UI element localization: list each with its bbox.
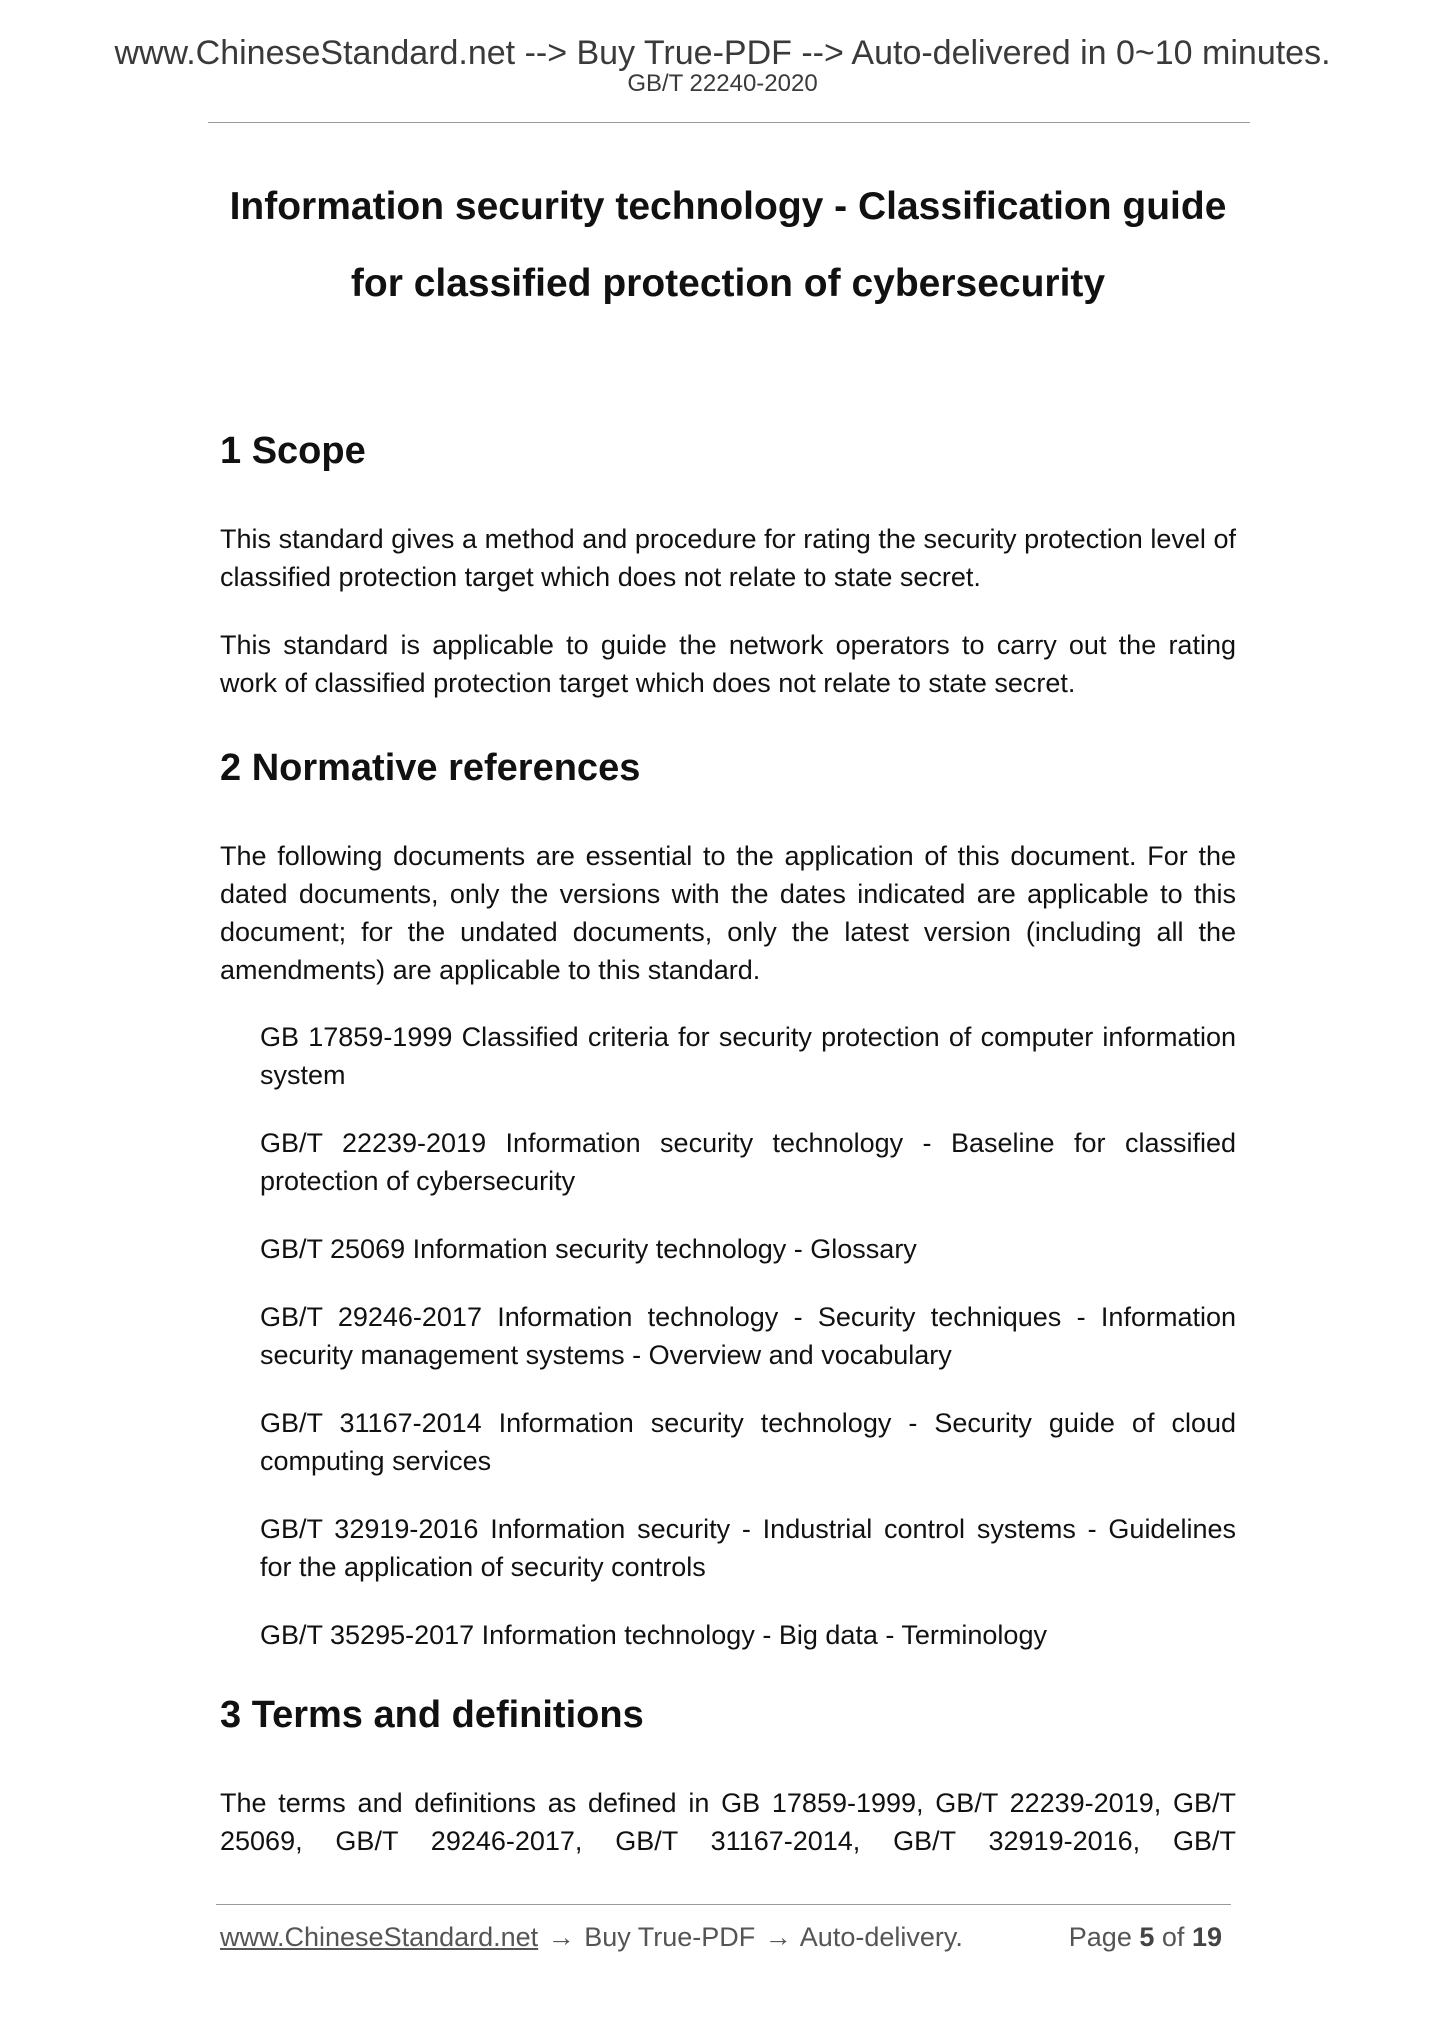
page-indicator (1069, 1918, 1222, 1956)
page-number: 5 (1139, 1922, 1155, 1952)
scope-paragraph-2: This standard is applicable to guide the network operators to carry out the rating work of classified protection target which does not relate to state secret. (220, 630, 1236, 698)
reference-item: GB 17859-1999 Classified criteria for security protection of computer information system (260, 1022, 1236, 1090)
normative-reference-list (260, 1018, 1236, 1684)
footer-divider (216, 1904, 1231, 1905)
arrow-right-icon: → (764, 1922, 792, 1952)
reference-item: GB/T 35295-2017 Information technology - Big data - Terminology (260, 1620, 1047, 1650)
document-code: GB/T 22240-2020 (627, 70, 818, 97)
reference-item: GB/T 31167-2014 Information security technology - Security guide of cloud computing services (260, 1408, 1236, 1476)
document-title (220, 168, 1236, 322)
scope-paragraph-1: This standard gives a method and procedure for rating the security protection level of classified protection target which does not relate to state secret. (220, 524, 1236, 592)
document-title-line-2: for classified protection of cybersecurity (350, 262, 1106, 305)
reference-item: GB/T 22239-2019 Information security technology - Baseline for classified protection of cybersecurity (260, 1128, 1236, 1196)
footer-delivery-text: Auto-delivery. (799, 1922, 963, 1952)
footer-left (220, 1918, 963, 1956)
reference-item: GB/T 32919-2016 Information security - Industrial control systems - Guidelines for the application of security controls (260, 1514, 1236, 1582)
page-label: Page (1068, 1922, 1132, 1952)
normative-intro-paragraph: The following documents are essential to the application of this document. For the dated documents, only the versions with the dates indicated are applicable to this document; for the undated documents, only the latest version (including all the amendments) are applicable to this standard. (220, 841, 1236, 985)
page-total: 19 (1191, 1922, 1222, 1952)
footer-site-link[interactable]: www.ChineseStandard.net (220, 1922, 539, 1952)
footer-buy-text: Buy True-PDF (584, 1922, 756, 1952)
document-title-line-1: Information security technology - Classification guide (229, 185, 1227, 228)
reference-item: GB/T 25069 Information security technology - Glossary (260, 1234, 917, 1264)
page-footer (220, 1918, 1230, 1958)
of-label: of (1161, 1922, 1185, 1952)
arrow-right-icon: → (547, 1922, 575, 1952)
terms-paragraph: The terms and definitions as defined in GB 17859-1999, GB/T 22239-2019, GB/T 25069, GB/T 29246-2017, GB/T 31167-2014, GB/T 32919-2016, GB/T (220, 1788, 1236, 1856)
header-divider (208, 122, 1250, 123)
section-heading-terms-and-definitions: 3 Terms and definitions (220, 1694, 644, 1736)
section-heading-scope: 1 Scope (220, 430, 366, 472)
reference-item: GB/T 29246-2017 Information technology - Security techniques - Information security management systems - Overview and vocabulary (260, 1302, 1236, 1370)
top-banner: www.ChineseStandard.net --> Buy True-PDF --> Auto-delivered in 0~10 minutes. (114, 34, 1331, 72)
section-heading-normative-references: 2 Normative references (220, 747, 641, 789)
